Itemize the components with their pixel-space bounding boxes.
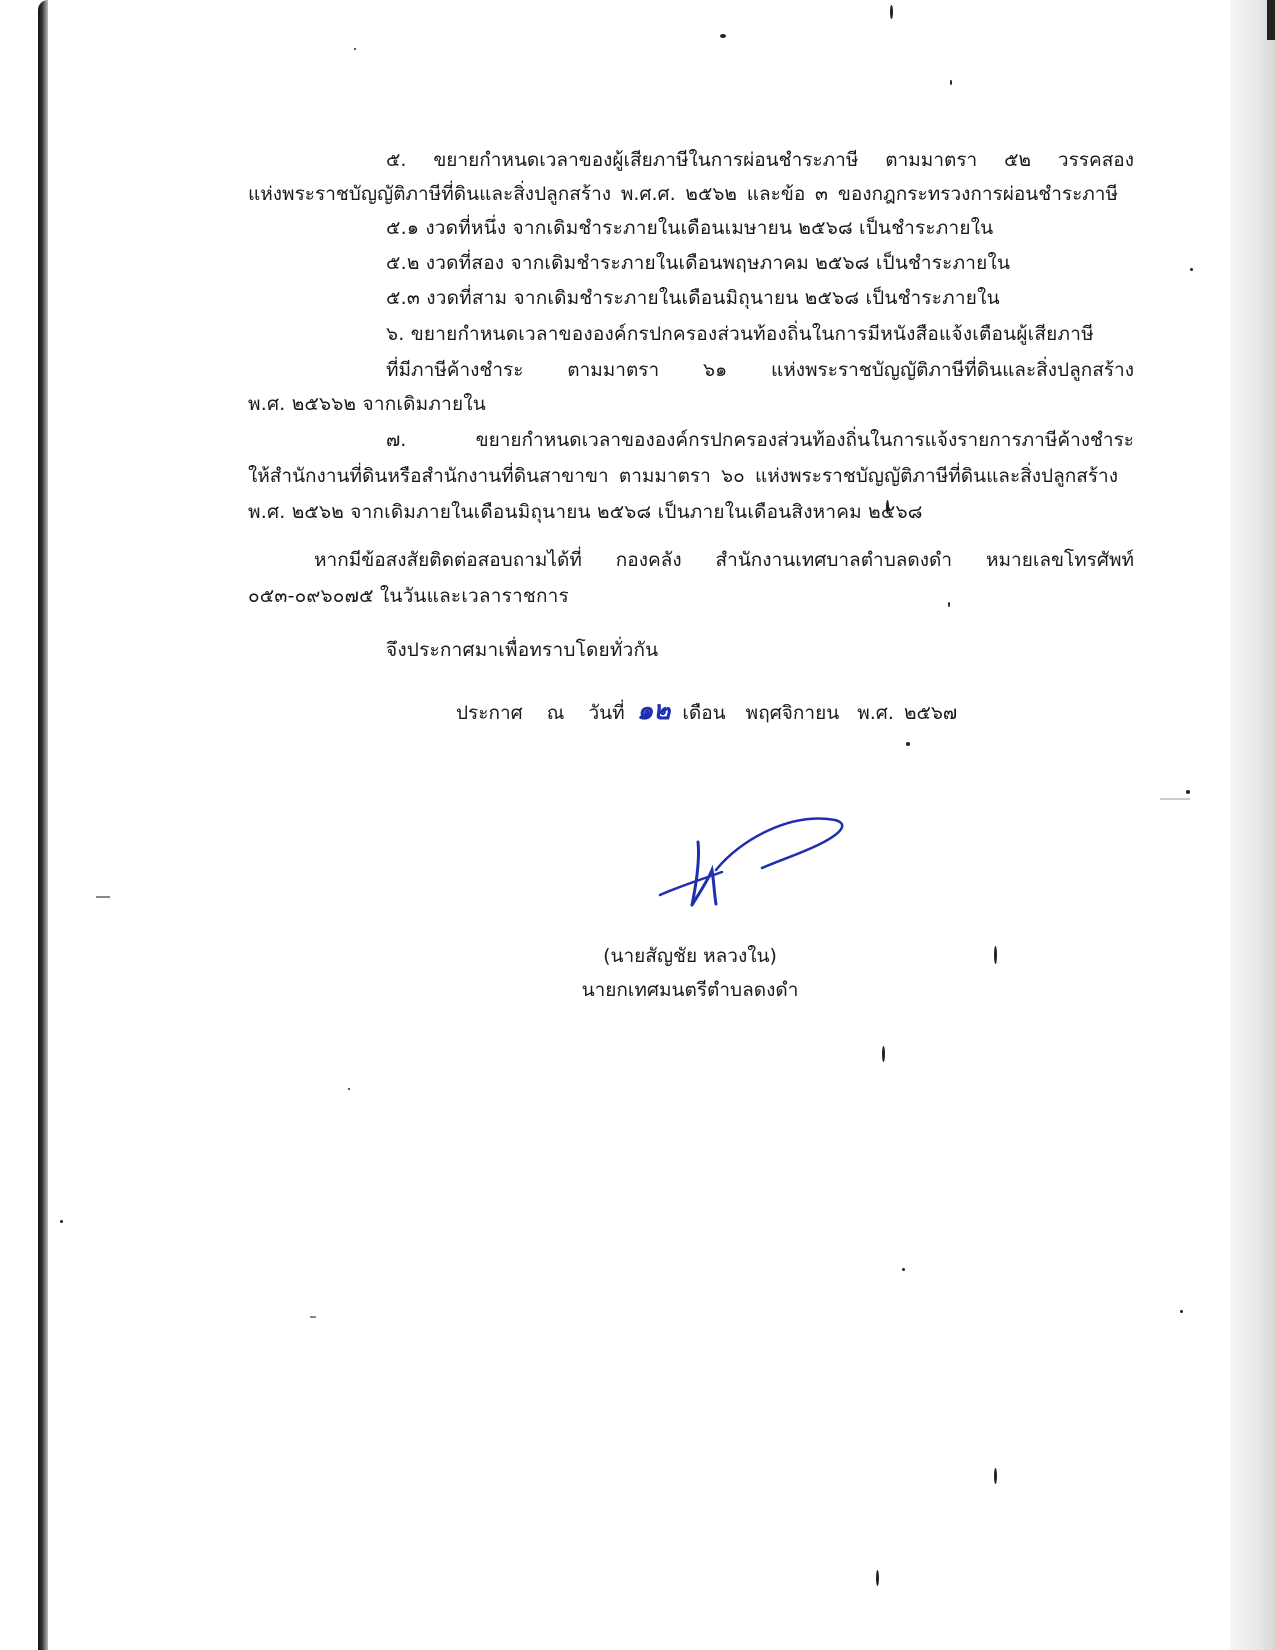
scan-border-left bbox=[38, 0, 48, 1650]
contact-line2: ๐๕๓-๐๙๖๐๗๕ ในวันและเวลาราชการ bbox=[248, 585, 569, 607]
scan-speck bbox=[60, 1220, 63, 1223]
scan-speck bbox=[948, 602, 950, 607]
announcement-date bbox=[456, 696, 958, 726]
para5-3: ๕.๓ งวดที่สาม จากเดิมชำระภายในเดือนมิถุนายน ๒๕๖๘ เป็นชำระภายใน bbox=[386, 287, 1000, 309]
scan-speck bbox=[994, 946, 997, 964]
para7-line3: พ.ศ. ๒๕๖๒ จากเดิมภายในเดือนมิถุนายน ๒๕๖๘ เป็นภายในเดือนสิงหาคม ๒๕๖๘ bbox=[248, 501, 923, 523]
scan-speck bbox=[890, 5, 893, 19]
scan-speck bbox=[354, 48, 356, 50]
para5-line1: ๕. ขยายกำหนดเวลาของผู้เสียภาษีในการผ่อนชำระภาษี ตามมาตรา ๕๒ วรรคสอง bbox=[386, 149, 1134, 171]
signer-position: นายกเทศมนตรีตำบลดงดำ bbox=[581, 979, 799, 1001]
scan-mark bbox=[1160, 798, 1190, 800]
para5-1: ๕.๑ งวดที่หนึ่ง จากเดิมชำระภายในเดือนเมษายน ๒๕๖๘ เป็นชำระภายใน bbox=[386, 217, 994, 239]
scan-corner-mark bbox=[1267, 0, 1275, 40]
scan-mark bbox=[310, 1316, 316, 1318]
date-month: พฤศจิกายน bbox=[745, 702, 840, 724]
scan-speck bbox=[882, 1046, 885, 1062]
scan-border-right bbox=[1230, 0, 1275, 1650]
para6-line1: ๖. ขยายกำหนดเวลาขององค์กรปกครองส่วนท้องถิ่นในการมีหนังสือแจ้งเตือนผู้เสียภาษี bbox=[386, 323, 1094, 345]
contact-line1: หากมีข้อสงสัยติดต่อสอบถามได้ที่ กองคลัง สำนักงานเทศบาลตำบลดงดำ หมายเลขโทรศัพท์ bbox=[314, 549, 1134, 571]
scan-speck bbox=[348, 1088, 350, 1090]
date-day-label: วันที่ bbox=[588, 702, 625, 724]
scan-speck bbox=[876, 1570, 879, 1586]
scan-speck bbox=[906, 742, 910, 746]
date-prefix: ประกาศ bbox=[456, 702, 523, 724]
para5-line2: แห่งพระราชบัญญัติภาษีที่ดินและสิ่งปลูกสร้าง พ.ศ.ศ. ๒๕๖๒ และข้อ ๓ ของกฎกระทรวงการผ่อนชำระภาษี bbox=[248, 183, 1118, 205]
scan-speck bbox=[1180, 1310, 1183, 1313]
para7-line2: ให้สำนักงานที่ดินหรือสำนักงานที่ดินสาขาขา ตามมาตรา ๖๐ แห่งพระราชบัญญัติภาษีที่ดินและสิ่งปลูกสร้าง bbox=[248, 465, 1118, 487]
date-month-label: เดือน bbox=[682, 702, 726, 724]
para7-line1: ๗. ขยายกำหนดเวลาขององค์กรปกครองส่วนท้องถิ่นในการแจ้งรายการภาษีค้างชำระ bbox=[386, 429, 1134, 451]
scan-speck bbox=[1190, 268, 1193, 271]
scan-mark bbox=[96, 896, 110, 898]
date-year-label: พ.ศ. bbox=[857, 702, 894, 724]
date-day-handwritten: ๑๒ bbox=[636, 696, 671, 726]
scan-speck bbox=[950, 80, 952, 85]
para5-2: ๕.๒ งวดที่สอง จากเดิมชำระภายในเดือนพฤษภาคม ๒๕๖๘ เป็นชำระภายใน bbox=[386, 252, 1011, 274]
signer-name: (นายสัญชัย หลวงใน) bbox=[603, 945, 777, 967]
scan-speck bbox=[902, 1268, 905, 1271]
para6-line3: พ.ศ. ๒๕๖๖๒ จากเดิมภายใน bbox=[248, 393, 486, 415]
scan-speck bbox=[994, 1468, 997, 1484]
date-year: ๒๕๖๗ bbox=[903, 702, 958, 724]
announce-text: จึงประกาศมาเพื่อทราบโดยทั่วกัน bbox=[386, 639, 659, 661]
scan-speck bbox=[1186, 790, 1190, 794]
date-at: ณ bbox=[546, 702, 565, 724]
scan-speck bbox=[720, 34, 726, 38]
handwritten-signature bbox=[640, 800, 860, 930]
para6-line2: ที่มีภาษีค้างชำระ ตามมาตรา ๖๑ แห่งพระราชบัญญัติภาษีที่ดินและสิ่งปลูกสร้าง bbox=[386, 359, 1134, 381]
